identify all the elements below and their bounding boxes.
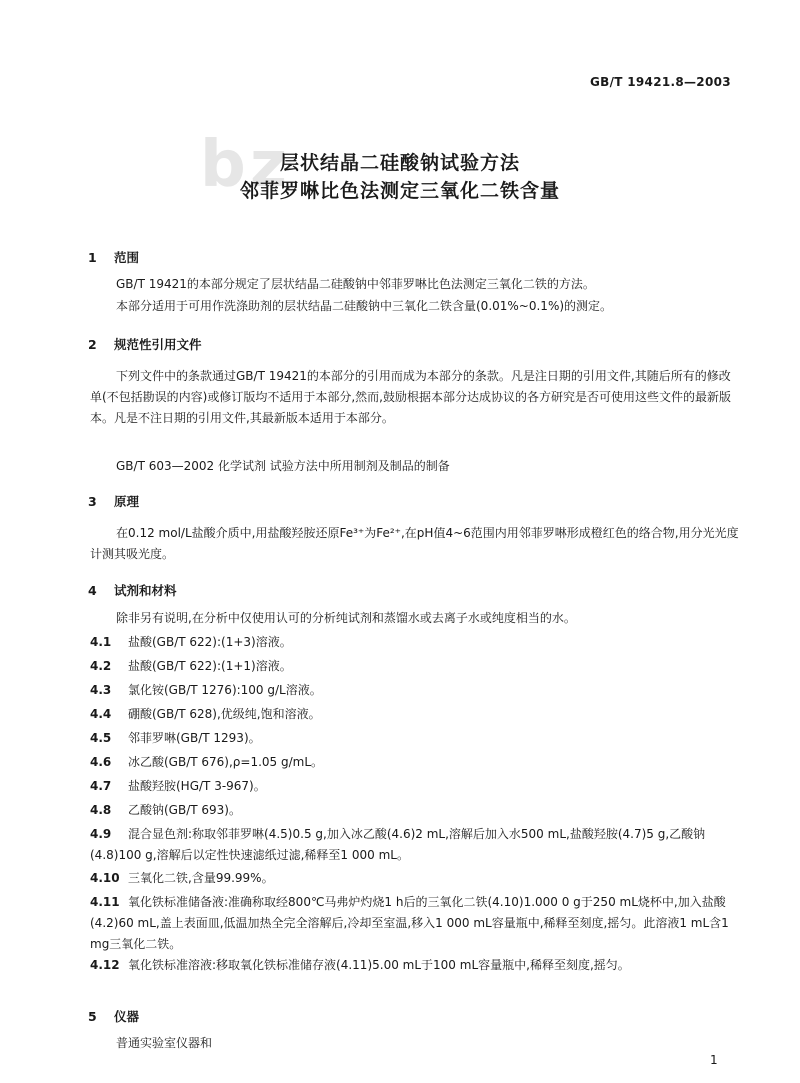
list-item <box>90 752 740 773</box>
section-number: 1 <box>88 250 97 265</box>
standard-number: GB/T 19421.8—2003 <box>590 75 731 89</box>
watermark: bz <box>200 128 292 202</box>
list-item <box>90 824 740 866</box>
item-text: 三氧化二铁,含量99.99%。 <box>128 871 274 885</box>
item-text: 硼酸(GB/T 628),优级纯,饱和溶液。 <box>128 707 321 721</box>
item-text: 盐酸羟胺(HG/T 3-967)。 <box>128 779 266 793</box>
list-item <box>90 800 740 821</box>
item-number: 4.7 <box>90 779 112 793</box>
item-number: 4.6 <box>90 755 112 769</box>
item-text: 氧化铁标准溶液:移取氧化铁标准储存液(4.11)5.00 mL于100 mL容量瓶中,稀释至刻度,摇匀。 <box>128 958 630 972</box>
section-2-paragraph-2: GB/T 603—2002 化学试剂 试验方法中所用制剂及制品的制备 <box>116 459 450 473</box>
item-text: 混合显色剂:称取邻菲罗啉(4.5)0.5 g,加入冰乙酸(4.6)2 mL,溶解后加入水500 mL,盐酸羟胺(4.7)5 g,乙酸钠(4.8)100 g,溶解后以定性快速滤纸过滤,稀释至1 000 mL。 <box>90 827 706 862</box>
section-number: 4 <box>88 583 97 598</box>
list-item <box>90 632 740 653</box>
section-title: 范围 <box>114 250 140 265</box>
list-item <box>90 656 740 677</box>
document-title-line2: 邻菲罗啉比色法测定三氧化二铁含量 <box>239 180 560 202</box>
section-title: 规范性引用文件 <box>114 337 202 352</box>
section-4-paragraph-1: 除非另有说明,在分析中仅使用认可的分析纯试剂和蒸馏水或去离子水或纯度相当的水。 <box>116 611 576 625</box>
list-item <box>90 868 740 889</box>
list-item <box>90 704 740 725</box>
item-text: 氧化铁标准储备液:准确称取经800℃马弗炉灼烧1 h后的三氧化二铁(4.10)1.000 0 g于250 mL烧杯中,加入盐酸(4.2)60 mL,盖上表面皿,低温加热全完全溶解后,冷却至室温,移入1 000 mL容量瓶中,稀释至刻度,摇匀。此溶液1 mL含1 mg三氧化二铁。 <box>90 895 729 951</box>
section-number: 2 <box>88 337 97 352</box>
document-title-line1: 层状结晶二硅酸钠试验方法 <box>279 152 520 174</box>
section-4-heading <box>88 581 177 599</box>
item-number: 4.9 <box>90 827 112 841</box>
section-number: 3 <box>88 494 97 509</box>
item-number: 4.4 <box>90 707 112 721</box>
section-3-paragraph-1: 在0.12 mol/L盐酸介质中,用盐酸羟胺还原Fe³⁺为Fe²⁺,在pH值4~6范围内用邻菲罗啉形成橙红色的络合物,用分光光度计测其吸光度。 <box>90 526 739 561</box>
section-title: 仪器 <box>114 1009 140 1024</box>
section-number: 5 <box>88 1009 97 1024</box>
section-1-paragraph-2: 本部分适用于可用作洗涤助剂的层状结晶二硅酸钠中三氧化二铁含量(0.01%~0.1%)的测定。 <box>116 299 613 313</box>
item-text: 邻菲罗啉(GB/T 1293)。 <box>128 731 261 745</box>
item-number: 4.10 <box>90 871 120 885</box>
item-text: 氯化铵(GB/T 1276):100 g/L溶液。 <box>128 683 322 697</box>
section-title: 原理 <box>114 494 140 509</box>
item-number: 4.11 <box>90 895 120 909</box>
item-number: 4.1 <box>90 635 112 649</box>
item-text: 乙酸钠(GB/T 693)。 <box>128 803 241 817</box>
section-5-heading <box>88 1007 139 1025</box>
section-1-heading <box>88 248 139 266</box>
item-number: 4.12 <box>90 958 120 972</box>
section-3-heading <box>88 492 139 510</box>
section-2-paragraph-1: 下列文件中的条款通过GB/T 19421的本部分的引用而成为本部分的条款。凡是注日期的引用文件,其随后所有的修改单(不包括勘误的内容)或修订版均不适用于本部分,然而,鼓励根据本部分达成协议的各方研究是否可使用这些文件的最新版本。凡是不注日期的引用文件,其最新版本适用于本部分。 <box>90 369 731 425</box>
list-item <box>90 955 740 976</box>
list-item <box>90 892 740 955</box>
page-number: 1 <box>710 1053 718 1067</box>
item-text: 冰乙酸(GB/T 676),ρ=1.05 g/mL。 <box>128 755 324 769</box>
section-title: 试剂和材料 <box>114 583 177 598</box>
list-item <box>90 776 740 797</box>
item-number: 4.8 <box>90 803 112 817</box>
item-number: 4.5 <box>90 731 112 745</box>
list-item <box>90 680 740 701</box>
section-1-paragraph-1: GB/T 19421的本部分规定了层状结晶二硅酸钠中邻菲罗啉比色法测定三氧化二铁的方法。 <box>116 277 595 291</box>
item-number: 4.2 <box>90 659 112 673</box>
item-text: 盐酸(GB/T 622):(1+1)溶液。 <box>128 659 292 673</box>
list-item <box>90 728 740 749</box>
item-text: 盐酸(GB/T 622):(1+3)溶液。 <box>128 635 292 649</box>
item-number: 4.3 <box>90 683 112 697</box>
section-2-heading <box>88 335 202 353</box>
section-5-paragraph-1: 普通实验室仪器和 <box>116 1036 213 1050</box>
